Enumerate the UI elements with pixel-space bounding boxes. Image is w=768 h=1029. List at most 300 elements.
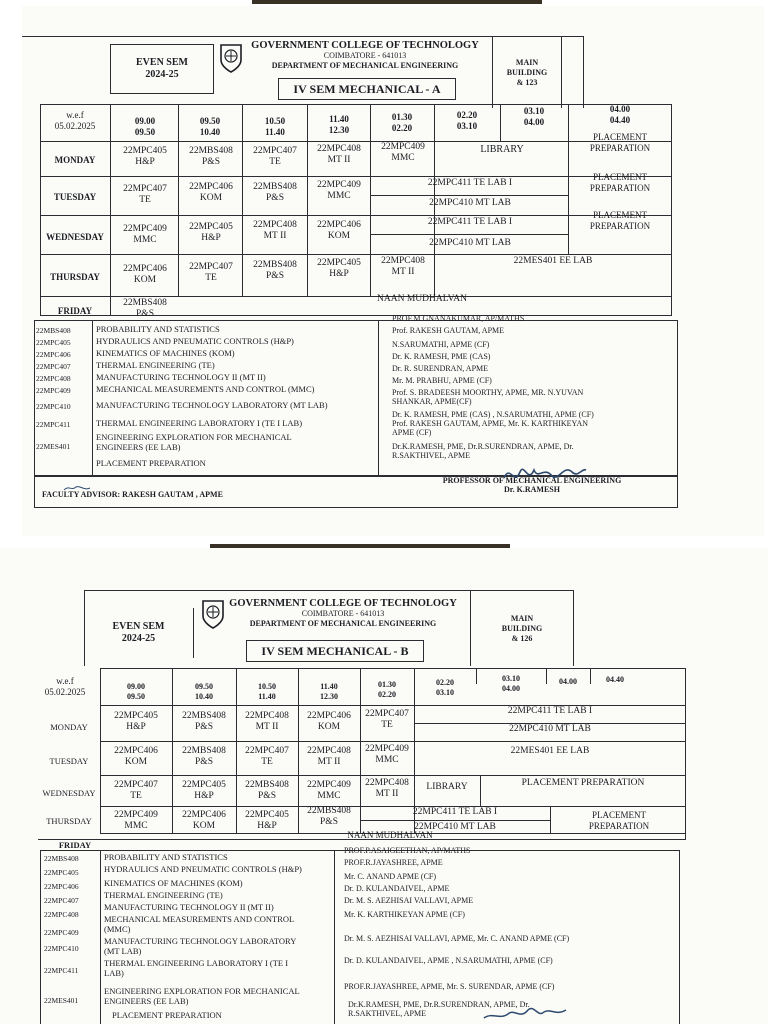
course-code: 22MPC407 bbox=[253, 146, 297, 156]
placement-line: PREPARATION bbox=[589, 183, 651, 193]
subject-name bbox=[104, 986, 300, 1006]
class-slot bbox=[308, 180, 370, 202]
time-slot bbox=[100, 682, 172, 702]
course-code: 22MPC405 bbox=[245, 810, 289, 820]
subject-name: HYDRAULICS AND PNEUMATIC CONTROLS (H&P) bbox=[96, 336, 294, 346]
row-line bbox=[100, 668, 686, 669]
time-end: 12.30 bbox=[328, 125, 350, 135]
sem-label: EVEN SEM bbox=[136, 57, 188, 68]
course-code: 22MBS408 bbox=[182, 711, 226, 721]
course-abbr: P&S bbox=[195, 757, 213, 767]
class-slot bbox=[308, 220, 370, 242]
academic-year: 2024-25 bbox=[145, 69, 179, 80]
time-end: 04.00 bbox=[523, 117, 545, 127]
timetable-sheet-b bbox=[0, 548, 768, 1024]
placement-line: PREPARATION bbox=[589, 143, 651, 153]
department-name: DEPARTMENT OF MECHANICAL ENGINEERING bbox=[249, 619, 437, 628]
faculty-line: R.SAKTHIVEL, APME bbox=[392, 451, 471, 460]
time-slot bbox=[114, 116, 176, 138]
course-code: 22MPC406 bbox=[114, 746, 158, 756]
class-slot bbox=[244, 146, 306, 168]
time-slot bbox=[244, 116, 306, 138]
course-code: 22MBS408 bbox=[253, 182, 297, 192]
class-slot bbox=[172, 810, 236, 832]
course-abbr: H&P bbox=[194, 791, 214, 801]
lab-split-line bbox=[360, 820, 550, 821]
course-code: 22MPC406 bbox=[317, 220, 361, 230]
time-slot bbox=[476, 674, 546, 694]
course-abbr: P&S bbox=[258, 791, 276, 801]
time-slot bbox=[414, 678, 476, 698]
class-slot bbox=[308, 144, 370, 166]
time-start: 01.30 bbox=[391, 112, 413, 122]
class-slot bbox=[179, 146, 243, 168]
course-code: 22MPC405 bbox=[182, 780, 226, 790]
course-code: 22MBS408 bbox=[245, 780, 289, 790]
day-wednesday: WEDNESDAY bbox=[46, 232, 104, 242]
library-slot: LIBRARY bbox=[480, 144, 524, 155]
time-start: 09.00 bbox=[134, 116, 156, 126]
subject-name bbox=[104, 914, 294, 934]
subject-code: 22MPC406 bbox=[44, 882, 79, 891]
wef-date: 05.02.2025 bbox=[44, 687, 86, 697]
subject-code: 22MPC411 bbox=[36, 420, 71, 429]
subject-line: (MMC) bbox=[104, 924, 131, 934]
placement-slot bbox=[570, 172, 670, 194]
subject-name: THERMAL ENGINEERING LABORATORY I (TE I LAB) bbox=[96, 418, 303, 428]
class-slot bbox=[112, 224, 178, 246]
class-slot bbox=[244, 260, 306, 282]
faculty-line: Dr.K.RAMESH, PME, Dr.R.SURENDRAN, APME, Dr. bbox=[348, 1000, 530, 1009]
course-code: 22MPC409 bbox=[317, 180, 361, 190]
lab-slot: 22MPC411 TE LAB I bbox=[507, 706, 593, 716]
faculty-advisor: FACULTY ADVISOR: RAKESH GAUTAM , APME bbox=[42, 490, 223, 499]
time-end: 03.10 bbox=[456, 121, 478, 131]
initials-icon bbox=[62, 480, 92, 498]
subject-code: 22MBS408 bbox=[36, 326, 71, 335]
placement-slot bbox=[570, 132, 670, 154]
timetable-sheet-a bbox=[22, 6, 764, 536]
sem-label: EVEN SEM bbox=[112, 621, 165, 632]
course-abbr: H&P bbox=[201, 233, 221, 243]
class-slot bbox=[236, 746, 298, 768]
subject-code: 22MPC410 bbox=[36, 402, 71, 411]
subject-code: 22MPC411 bbox=[44, 966, 79, 975]
subject-code: 22MPC409 bbox=[44, 928, 79, 937]
course-abbr: MMC bbox=[124, 821, 148, 831]
course-abbr: TE bbox=[130, 791, 142, 801]
class-slot bbox=[244, 220, 306, 242]
subject-line: ENGINEERING EXPLORATION FOR MECHANICAL bbox=[104, 986, 300, 996]
course-code: 22MPC406 bbox=[182, 810, 226, 820]
faculty-name: N.SARUMATHI, APME (CF) bbox=[392, 340, 490, 349]
class-slot bbox=[172, 780, 236, 802]
room-box bbox=[492, 36, 562, 108]
faculty-name: PROF.P.ASAIGEETHAN, AP/MATHS bbox=[344, 846, 471, 855]
faculty-name bbox=[392, 410, 594, 437]
subject-name bbox=[104, 936, 296, 956]
course-code: 22MBS408 bbox=[182, 746, 226, 756]
subject-code: 22MBS408 bbox=[44, 854, 79, 863]
class-title-box bbox=[246, 640, 424, 662]
class-slot bbox=[298, 780, 360, 802]
course-abbr: P&S bbox=[136, 309, 154, 319]
placement-line: PLACEMENT bbox=[593, 172, 647, 182]
subject-name: PROBABILITY AND STATISTICS bbox=[96, 324, 220, 334]
faculty-name: Mr. C. ANAND APME (CF) bbox=[344, 872, 437, 881]
faculty-name: Dr. M. S. AEZHISAI VALLAVI, APME, Mr. C. ANAND APME (CF) bbox=[344, 934, 570, 943]
course-abbr: P&S bbox=[266, 271, 284, 281]
naan-mudhalvan-slot: NAAN MUDHALVAN bbox=[347, 830, 433, 840]
subject-code: 22MPC409 bbox=[36, 386, 71, 395]
subject-line: MECHANICAL MEASUREMENTS AND CONTROL bbox=[104, 914, 295, 924]
course-code: 22MPC408 bbox=[253, 220, 297, 230]
time-start: 09.50 bbox=[195, 682, 213, 691]
time-end: 11.40 bbox=[265, 127, 285, 137]
faculty-line: Prof. S. BRADEESH MOORTHY, APME, MR. N.YUVAN bbox=[392, 388, 584, 397]
college-city: COIMBATORE - 641013 bbox=[301, 609, 385, 618]
class-slot bbox=[372, 142, 434, 164]
time-end: 09.50 bbox=[134, 127, 156, 137]
course-abbr: KOM bbox=[124, 757, 148, 767]
time-slot bbox=[502, 106, 566, 128]
room-line: MAIN bbox=[515, 57, 539, 67]
subject-code: 22MES401 bbox=[36, 442, 71, 451]
course-abbr: MMC bbox=[133, 235, 157, 245]
class-slot bbox=[172, 746, 236, 768]
class-slot bbox=[100, 746, 172, 768]
faculty-name: PROF.R.JAYASHREE, APME, Mr. S. SURENDAR, APME (CF) bbox=[344, 982, 555, 991]
wef-label: w.e.f bbox=[56, 676, 74, 686]
class-slot bbox=[112, 146, 178, 168]
placement-line: PREPARATION bbox=[588, 821, 650, 831]
subject-name: KINEMATICS OF MACHINES (KOM) bbox=[96, 348, 235, 358]
course-code: 22MBS408 bbox=[307, 806, 351, 816]
sem-box bbox=[84, 608, 194, 658]
lab-slot: 22MPC410 MT LAB bbox=[414, 822, 496, 832]
subject-code: 22MPC410 bbox=[44, 944, 79, 953]
subject-code: 22MPC407 bbox=[36, 362, 71, 371]
room-line: BUILDING bbox=[506, 67, 548, 77]
subject-code: 22MPC406 bbox=[36, 350, 71, 359]
col-line bbox=[568, 104, 569, 254]
course-code: 22MPC405 bbox=[317, 258, 361, 268]
placement-slot bbox=[570, 210, 670, 232]
time-start: 01.30 bbox=[378, 680, 396, 689]
time-start: 10.50 bbox=[264, 116, 286, 126]
day-wednesday: WEDNESDAY bbox=[42, 788, 96, 798]
lab-split-line bbox=[370, 234, 568, 235]
time-end: 10.40 bbox=[195, 692, 213, 701]
class-slot bbox=[112, 264, 178, 286]
room-number: & 126 bbox=[511, 633, 533, 643]
class-slot bbox=[360, 709, 414, 731]
course-code: 22MPC407 bbox=[189, 262, 233, 272]
photo-edge bbox=[252, 0, 542, 4]
class-title: IV SEM MECHANICAL - A bbox=[293, 81, 441, 96]
college-name: GOVERNMENT COLLEGE OF TECHNOLOGY bbox=[229, 598, 457, 609]
faculty-line: Prof. RAKESH GAUTAM, APME, Mr. K. KARTHIKEYAN bbox=[392, 419, 588, 428]
course-abbr: KOM bbox=[133, 275, 157, 285]
course-code: 22MPC407 bbox=[114, 780, 158, 790]
placement-line: PLACEMENT bbox=[592, 810, 646, 820]
course-code: 22MPC408 bbox=[365, 778, 409, 788]
course-abbr: TE bbox=[269, 157, 281, 167]
course-abbr: TE bbox=[381, 720, 393, 730]
wef-date: 05.02.2025 bbox=[54, 121, 96, 131]
course-code: 22MPC405 bbox=[123, 146, 167, 156]
subject-line: ENGINEERING EXPLORATION FOR MECHANICAL bbox=[96, 432, 292, 442]
course-abbr: MMC bbox=[327, 191, 351, 201]
placement-slot bbox=[552, 810, 686, 832]
class-slot bbox=[298, 806, 360, 828]
placement-line: PREPARATION bbox=[589, 221, 651, 231]
course-code: 22MPC409 bbox=[365, 744, 409, 754]
course-abbr: P&S bbox=[195, 722, 213, 732]
lab-slot: 22MPC410 MT LAB bbox=[429, 238, 511, 248]
professor-name: Dr. K.RAMESH bbox=[504, 485, 560, 494]
course-abbr: MT II bbox=[391, 267, 415, 277]
course-code: 22MBS408 bbox=[189, 146, 233, 156]
course-code: 22MPC407 bbox=[123, 184, 167, 194]
day-friday: FRIDAY bbox=[58, 840, 92, 850]
course-code: 22MPC406 bbox=[189, 182, 233, 192]
subject-code: 22MPC405 bbox=[44, 868, 79, 877]
signature-icon bbox=[500, 458, 590, 493]
placement-line: PLACEMENT bbox=[593, 210, 647, 220]
course-code: 22MBS408 bbox=[253, 260, 297, 270]
course-code: 22MPC406 bbox=[123, 264, 167, 274]
class-slot bbox=[112, 184, 178, 206]
time-start: 11.40 bbox=[329, 114, 349, 124]
class-slot bbox=[179, 222, 243, 244]
course-abbr: P&S bbox=[320, 817, 338, 827]
col-line bbox=[500, 104, 501, 142]
time-end: 02.20 bbox=[378, 690, 396, 699]
course-abbr: MT II bbox=[263, 231, 287, 241]
course-abbr: H&P bbox=[126, 722, 146, 732]
col-line bbox=[550, 806, 551, 834]
time-start: 10.50 bbox=[258, 682, 276, 691]
faculty-name: Mr. M. PRABHU, APME (CF) bbox=[392, 376, 492, 385]
row-line bbox=[100, 775, 686, 776]
faculty-line: SHANKAR, APME(CF) bbox=[392, 397, 472, 406]
class-slot bbox=[298, 711, 360, 733]
subject-name: THERMAL ENGINEERING (TE) bbox=[104, 890, 223, 900]
time-end: 11.40 bbox=[258, 692, 276, 701]
faculty-name: Dr. K. RAMESH, PME (CAS) bbox=[392, 352, 491, 361]
room-box bbox=[470, 590, 574, 666]
class-slot bbox=[100, 810, 172, 832]
course-code: 22MPC407 bbox=[365, 709, 409, 719]
course-code: 22MPC407 bbox=[245, 746, 289, 756]
class-slot bbox=[244, 182, 306, 204]
class-slot bbox=[372, 256, 434, 278]
lab-slot: 22MPC410 MT LAB bbox=[509, 724, 591, 734]
time-end: 09.50 bbox=[127, 692, 145, 701]
course-code: 22MPC409 bbox=[381, 142, 425, 152]
col-line bbox=[334, 850, 335, 1024]
col-line bbox=[378, 320, 379, 476]
col-line bbox=[110, 104, 111, 316]
course-code: 22MPC405 bbox=[114, 711, 158, 721]
faculty-name: Dr. D. KULANDAIVEL, APME , N.SARUMATHI, APME (CF) bbox=[344, 956, 553, 965]
row-line bbox=[40, 254, 672, 255]
time-end: 04.40 bbox=[609, 115, 631, 125]
class-slot bbox=[308, 258, 370, 280]
time-start: 09.50 bbox=[199, 116, 221, 126]
day-tuesday: TUESDAY bbox=[53, 192, 97, 202]
class-slot bbox=[112, 298, 178, 320]
subject-name: PLACEMENT PREPARATION bbox=[96, 458, 206, 468]
time-end: 04.00 bbox=[502, 684, 520, 693]
subject-line: (MT LAB) bbox=[104, 946, 142, 956]
row-line bbox=[100, 741, 686, 742]
faculty-name: Mr. K. KARTHIKEYAN APME (CF) bbox=[344, 910, 465, 919]
college-header bbox=[226, 598, 460, 629]
course-abbr: MMC bbox=[391, 153, 415, 163]
course-code: 22MPC408 bbox=[307, 746, 351, 756]
time-slot bbox=[570, 104, 670, 126]
course-abbr: MMC bbox=[375, 755, 399, 765]
course-abbr: P&S bbox=[266, 193, 284, 203]
subject-name: PLACEMENT PREPARATION bbox=[112, 1010, 222, 1020]
wef-cell bbox=[42, 110, 108, 132]
day-thursday: THURSDAY bbox=[50, 272, 100, 282]
lab-slot: 22MPC410 MT LAB bbox=[429, 198, 511, 208]
faculty-name bbox=[392, 388, 583, 406]
class-slot bbox=[360, 744, 414, 766]
subject-code: 22MPC405 bbox=[36, 338, 71, 347]
faculty-name: Dr. D. KULANDAIVEL, APME bbox=[344, 884, 450, 893]
class-title: IV SEM MECHANICAL - B bbox=[261, 643, 409, 658]
course-abbr: TE bbox=[139, 195, 151, 205]
time-slot bbox=[372, 112, 432, 134]
lab-slot: 22MPC411 TE LAB I bbox=[412, 807, 498, 817]
course-code: 22MPC409 bbox=[123, 224, 167, 234]
class-slot bbox=[172, 711, 236, 733]
time-start: 03.10 bbox=[502, 674, 520, 683]
course-abbr: KOM bbox=[199, 193, 223, 203]
time-slot bbox=[436, 110, 498, 132]
subject-name: MANUFACTURING TECHNOLOGY LABORATORY (MT LAB) bbox=[96, 400, 328, 410]
col-line bbox=[434, 254, 435, 296]
day-monday: MONDAY bbox=[50, 722, 88, 732]
class-slot bbox=[100, 780, 172, 802]
time-slot bbox=[298, 682, 360, 702]
time-end: 12.30 bbox=[320, 692, 338, 701]
college-emblem-icon bbox=[200, 598, 226, 635]
time-slot bbox=[172, 682, 236, 702]
faculty-line: Dr. K. RAMESH, PME (CAS) , N.SARUMATHI, APME (CF) bbox=[392, 410, 594, 419]
wef-label: w.e.f bbox=[66, 110, 84, 120]
subject-code: 22MES401 bbox=[44, 996, 79, 1005]
subject-line: THERMAL ENGINEERING LABORATORY I (TE I bbox=[104, 958, 289, 968]
course-abbr: KOM bbox=[317, 722, 341, 732]
subject-line: MANUFACTURING TECHNOLOGY LABORATORY bbox=[104, 936, 297, 946]
placement-slot: PLACEMENT PREPARATION bbox=[521, 778, 645, 788]
time-start: 03.10 bbox=[523, 106, 545, 116]
subject-name: THERMAL ENGINEERING (TE) bbox=[96, 360, 215, 370]
class-slot bbox=[236, 810, 298, 832]
course-abbr: MMC bbox=[317, 791, 341, 801]
course-abbr: H&P bbox=[135, 157, 155, 167]
time-slot bbox=[180, 116, 240, 138]
time-start: 09.00 bbox=[127, 682, 145, 691]
time-start: 02.20 bbox=[456, 110, 478, 120]
time-slot bbox=[309, 114, 369, 136]
col-line bbox=[92, 320, 93, 476]
signature-icon bbox=[480, 1000, 570, 1029]
day-thursday: THURSDAY bbox=[46, 816, 92, 826]
course-abbr: MT II bbox=[317, 757, 341, 767]
course-code: 22MPC406 bbox=[307, 711, 351, 721]
course-abbr: H&P bbox=[329, 269, 349, 279]
faculty-name: Dr. M. S. AEZHISAI VALLAVI, APME bbox=[344, 896, 474, 905]
time-end: 03.10 bbox=[436, 688, 454, 697]
col-line bbox=[370, 104, 371, 296]
subject-name bbox=[104, 958, 288, 978]
time-slot bbox=[360, 680, 414, 700]
course-abbr: MT II bbox=[255, 722, 279, 732]
subject-name: MANUFACTURING TECHNOLOGY II (MT II) bbox=[96, 372, 266, 382]
class-slot bbox=[236, 780, 298, 802]
time-end: 02.20 bbox=[391, 123, 413, 133]
subject-name: PROBABILITY AND STATISTICS bbox=[104, 852, 228, 862]
time-slot: 04.00 bbox=[559, 677, 577, 686]
department-name: DEPARTMENT OF MECHANICAL ENGINEERING bbox=[271, 61, 459, 70]
wef-cell bbox=[30, 676, 100, 698]
course-code: 22MPC409 bbox=[114, 810, 158, 820]
course-code: 22MPC409 bbox=[307, 780, 351, 790]
subject-code: 22MPC408 bbox=[36, 374, 71, 383]
day-monday: MONDAY bbox=[54, 155, 96, 165]
course-abbr: MT II bbox=[375, 789, 399, 799]
faculty-line: R.SAKTHIVEL, APME bbox=[348, 1009, 427, 1018]
course-code: 22MBS408 bbox=[123, 298, 167, 308]
course-abbr: TE bbox=[261, 757, 273, 767]
subject-name bbox=[96, 432, 292, 452]
course-abbr: KOM bbox=[192, 821, 216, 831]
faculty-name: PROF.R.JAYASHREE, APME bbox=[344, 858, 443, 867]
faculty-name: Dr. R. SURENDRAN, APME bbox=[392, 364, 489, 373]
faculty-line: Dr.K.RAMESH, PME, Dr.R.SURENDRAN, APME, Dr. bbox=[392, 442, 574, 451]
day-friday: FRIDAY bbox=[57, 306, 93, 316]
time-start: 02.20 bbox=[436, 678, 454, 687]
subject-name: HYDRAULICS AND PNEUMATIC CONTROLS (H&P) bbox=[104, 864, 302, 874]
course-code: 22MPC408 bbox=[317, 144, 361, 154]
course-abbr: H&P bbox=[257, 821, 277, 831]
lab-slot: 22MES401 EE LAB bbox=[510, 746, 590, 756]
academic-year: 2024-25 bbox=[121, 633, 156, 644]
room-number: & 123 bbox=[516, 77, 538, 87]
subject-code: 22MPC407 bbox=[44, 896, 79, 905]
class-slot bbox=[360, 778, 414, 800]
time-slot: 04.40 bbox=[606, 675, 624, 684]
course-code: 22MPC408 bbox=[381, 256, 425, 266]
col-line bbox=[100, 850, 101, 1024]
faculty-name: PROF.M.GNANAKUMAR, AP/MATHS bbox=[392, 314, 525, 323]
faculty-line: APME (CF) bbox=[392, 428, 432, 437]
class-slot bbox=[236, 711, 298, 733]
time-slot bbox=[236, 682, 298, 702]
college-city: COIMBATORE - 641013 bbox=[323, 51, 407, 60]
subject-name: MECHANICAL MEASUREMENTS AND CONTROL (MMC) bbox=[96, 384, 315, 394]
subject-line: LAB) bbox=[104, 968, 124, 978]
course-abbr: MT II bbox=[327, 155, 351, 165]
subject-line: ENGINEERS (EE LAB) bbox=[104, 996, 189, 1006]
subject-name: KINEMATICS OF MACHINES (KOM) bbox=[104, 878, 243, 888]
